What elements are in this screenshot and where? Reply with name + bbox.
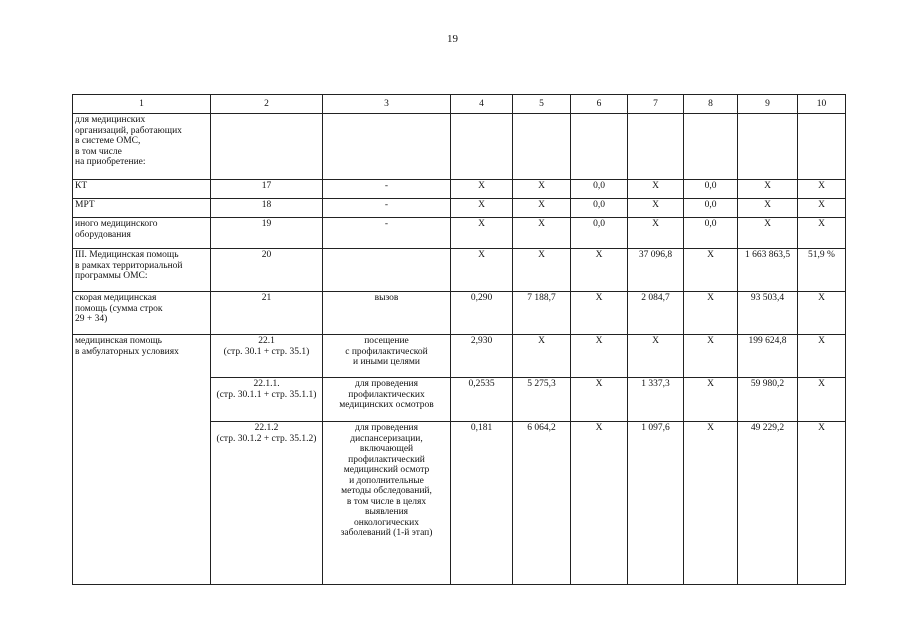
- line-code: 19: [211, 218, 323, 249]
- cell-value: X: [798, 199, 846, 218]
- cell-value: X: [513, 335, 571, 378]
- cell-value: 1 663 863,5: [738, 249, 798, 292]
- unit: посещение с профилактической и иными целями: [323, 335, 451, 378]
- data-table: [72, 94, 846, 585]
- row-label: иного медицинского оборудования: [73, 218, 211, 249]
- row-label: медицинская помощь в амбулаторных условиях: [73, 335, 211, 585]
- cell-value: 6 064,2: [513, 422, 571, 585]
- column-header: 8: [684, 95, 738, 114]
- row-label: МРТ: [73, 199, 211, 218]
- cell-value: X: [628, 218, 684, 249]
- cell-value: [684, 114, 738, 180]
- unit: [323, 249, 451, 292]
- unit: -: [323, 199, 451, 218]
- cell-value: 0,0: [571, 180, 628, 199]
- row-label: скорая медицинская помощь (сумма строк 29 + 34): [73, 292, 211, 335]
- unit: вызов: [323, 292, 451, 335]
- cell-value: X: [798, 378, 846, 422]
- cell-value: X: [684, 292, 738, 335]
- cell-value: 1 097,6: [628, 422, 684, 585]
- cell-value: X: [513, 180, 571, 199]
- cell-value: X: [684, 249, 738, 292]
- line-code: 17: [211, 180, 323, 199]
- cell-value: 0,0: [571, 199, 628, 218]
- line-code: 22.1.1. (стр. 30.1.1 + стр. 35.1.1): [211, 378, 323, 422]
- table-row: [73, 335, 846, 378]
- cell-value: 93 503,4: [738, 292, 798, 335]
- cell-value: 0,181: [451, 422, 513, 585]
- cell-value: X: [451, 218, 513, 249]
- table-row: [73, 199, 846, 218]
- cell-value: X: [628, 180, 684, 199]
- column-header: 2: [211, 95, 323, 114]
- line-code: [211, 114, 323, 180]
- cell-value: X: [571, 422, 628, 585]
- line-code: 18: [211, 199, 323, 218]
- cell-value: X: [628, 199, 684, 218]
- cell-value: [513, 114, 571, 180]
- table-row: [73, 249, 846, 292]
- cell-value: 2 084,7: [628, 292, 684, 335]
- cell-value: [628, 114, 684, 180]
- cell-value: 49 229,2: [738, 422, 798, 585]
- cell-value: 5 275,3: [513, 378, 571, 422]
- cell-value: [798, 114, 846, 180]
- column-header: 7: [628, 95, 684, 114]
- column-header: 6: [571, 95, 628, 114]
- header-row: [73, 95, 846, 114]
- cell-value: 2,930: [451, 335, 513, 378]
- cell-value: X: [738, 199, 798, 218]
- cell-value: X: [798, 422, 846, 585]
- cell-value: X: [684, 335, 738, 378]
- unit: для проведения диспансеризации, включающей профилактический медицинский осмотр и дополнительные методы обследований, в том числе в целях выявления онкологических заболеваний (1-й этап): [323, 422, 451, 585]
- cell-value: X: [571, 249, 628, 292]
- cell-value: X: [798, 335, 846, 378]
- cell-value: 37 096,8: [628, 249, 684, 292]
- cell-value: X: [738, 218, 798, 249]
- cell-value: X: [571, 335, 628, 378]
- unit: -: [323, 218, 451, 249]
- cell-value: X: [798, 292, 846, 335]
- unit: [323, 114, 451, 180]
- column-header: 3: [323, 95, 451, 114]
- cell-value: 51,9 %: [798, 249, 846, 292]
- cell-value: X: [798, 218, 846, 249]
- row-label: III. Медицинская помощь в рамках территориальной программы ОМС:: [73, 249, 211, 292]
- column-header: 10: [798, 95, 846, 114]
- cell-value: 0,290: [451, 292, 513, 335]
- line-code: 22.1.2 (стр. 30.1.2 + стр. 35.1.2): [211, 422, 323, 585]
- line-code: 22.1 (стр. 30.1 + стр. 35.1): [211, 335, 323, 378]
- cell-value: X: [571, 378, 628, 422]
- cell-value: X: [738, 180, 798, 199]
- cell-value: 0,0: [684, 199, 738, 218]
- cell-value: [738, 114, 798, 180]
- cell-value: 199 624,8: [738, 335, 798, 378]
- cell-value: 59 980,2: [738, 378, 798, 422]
- line-code: 21: [211, 292, 323, 335]
- column-header: 9: [738, 95, 798, 114]
- cell-value: X: [513, 199, 571, 218]
- table-row: [73, 292, 846, 335]
- line-code: 20: [211, 249, 323, 292]
- cell-value: X: [451, 199, 513, 218]
- page-number: 19: [447, 33, 458, 45]
- column-header: 4: [451, 95, 513, 114]
- column-header: 1: [73, 95, 211, 114]
- cell-value: 0,0: [571, 218, 628, 249]
- cell-value: 0,2535: [451, 378, 513, 422]
- cell-value: X: [798, 180, 846, 199]
- unit: для проведения профилактических медицинских осмотров: [323, 378, 451, 422]
- row-label: КТ: [73, 180, 211, 199]
- table-row: [73, 218, 846, 249]
- column-header: 5: [513, 95, 571, 114]
- table-row: [73, 180, 846, 199]
- unit: -: [323, 180, 451, 199]
- table-row: [73, 114, 846, 180]
- cell-value: X: [513, 218, 571, 249]
- cell-value: X: [628, 335, 684, 378]
- cell-value: X: [684, 378, 738, 422]
- cell-value: X: [451, 249, 513, 292]
- cell-value: X: [684, 422, 738, 585]
- cell-value: 0,0: [684, 218, 738, 249]
- cell-value: 7 188,7: [513, 292, 571, 335]
- cell-value: X: [513, 249, 571, 292]
- cell-value: X: [571, 292, 628, 335]
- cell-value: 0,0: [684, 180, 738, 199]
- table-body: [73, 95, 846, 585]
- cell-value: 1 337,3: [628, 378, 684, 422]
- cell-value: [451, 114, 513, 180]
- cell-value: [571, 114, 628, 180]
- cell-value: X: [451, 180, 513, 199]
- row-label: для медицинских организаций, работающих в системе ОМС, в том числе на приобретение:: [73, 114, 211, 180]
